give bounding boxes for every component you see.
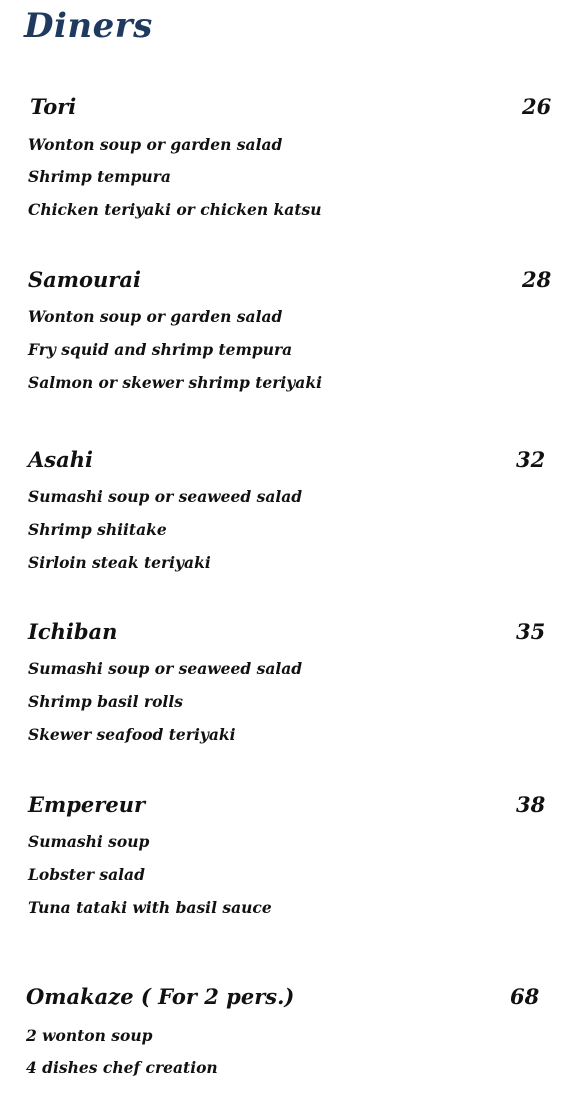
menu-item-price: 28 (522, 267, 552, 292)
course-item: Sirloin steak teriyaki (28, 553, 211, 572)
course-item: Sumashi soup (28, 832, 150, 851)
menu-item-header (0, 619, 578, 647)
menu-item-price: 26 (522, 94, 552, 119)
course-item: Lobster salad (28, 865, 145, 884)
menu-item-price: 32 (516, 447, 546, 472)
menu-item-name: Samourai (28, 267, 141, 292)
course-item: 2 wonton soup (26, 1026, 153, 1045)
course-item: Shrimp shiitake (28, 520, 167, 539)
menu-item-name: Omakaze ( For 2 pers.) (26, 984, 295, 1009)
course-item: Salmon or skewer shrimp teriyaki (28, 373, 322, 392)
menu-item-name: Ichiban (28, 619, 118, 644)
course-item: Wonton soup or garden salad (28, 135, 283, 154)
course-item: Tuna tataki with basil sauce (28, 898, 272, 917)
course-item: Chicken teriyaki or chicken katsu (28, 200, 322, 219)
course-item: Shrimp basil rolls (28, 692, 183, 711)
menu-item-samourai (0, 267, 578, 392)
menu-item-tori (0, 94, 578, 219)
menu-item-asahi (0, 447, 578, 572)
menu-item-price: 68 (510, 984, 540, 1009)
course-item: Sumashi soup or seaweed salad (28, 659, 303, 678)
menu-item-header (0, 94, 578, 122)
menu-item-header (0, 267, 578, 295)
menu-item-omakaze (0, 984, 578, 1077)
menu-item-ichiban (0, 619, 578, 744)
menu-item-header (0, 447, 578, 475)
menu-item-header (0, 984, 578, 1012)
menu-item-name: Tori (30, 94, 77, 119)
course-item: Sumashi soup or seaweed salad (28, 487, 303, 506)
menu-item-price: 38 (516, 792, 546, 817)
course-item: Shrimp tempura (28, 167, 171, 186)
page-title: Diners (24, 6, 153, 46)
menu-item-name: Asahi (28, 447, 93, 472)
course-item: 4 dishes chef creation (26, 1058, 218, 1077)
course-item: Fry squid and shrimp tempura (28, 340, 293, 359)
menu-item-empereur (0, 792, 578, 917)
course-item: Skewer seafood teriyaki (28, 725, 236, 744)
course-item: Wonton soup or garden salad (28, 307, 283, 326)
menu-item-name: Empereur (28, 792, 146, 817)
menu-item-price: 35 (516, 619, 546, 644)
menu-item-header (0, 792, 578, 820)
